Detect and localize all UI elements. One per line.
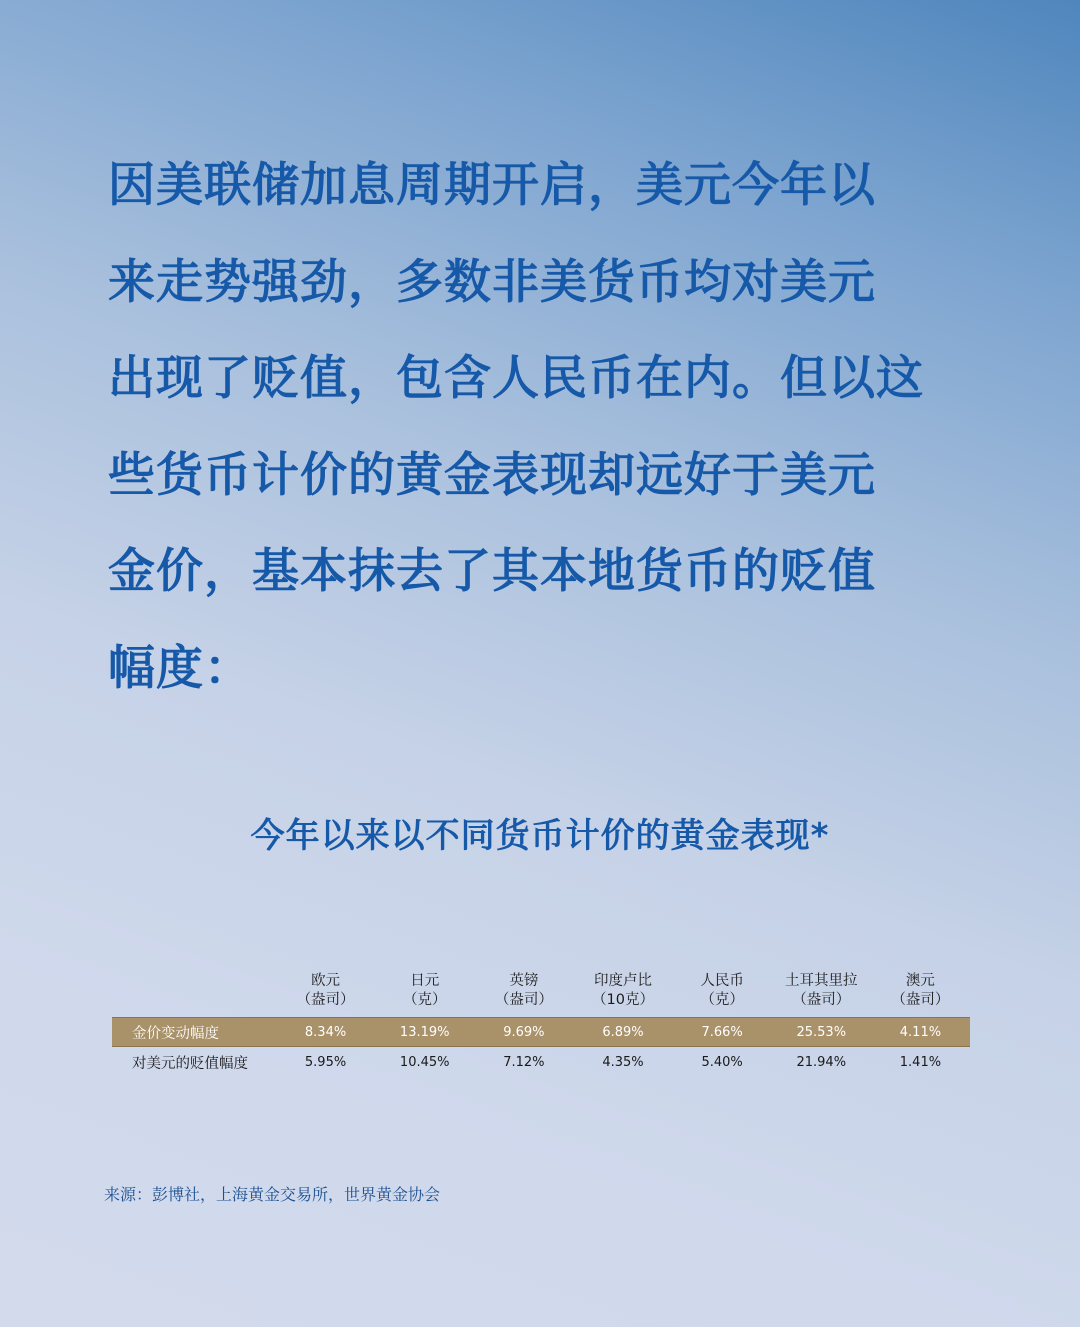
table-row-gold-change <box>112 1018 970 1047</box>
column-unit: （克） <box>700 992 744 1008</box>
column-currency: 印度卢比 <box>593 973 652 989</box>
header-corner <box>112 972 276 1018</box>
source-note: 来源：彭博社，上海黄金交易所，世界黄金协会 <box>104 1185 441 1204</box>
column-currency: 英镑 <box>509 973 539 989</box>
table-cell: 4.35% <box>602 1054 644 1070</box>
table-cell: 25.53% <box>772 1018 871 1047</box>
column-header <box>375 972 474 1018</box>
column-unit: （盎司） <box>792 992 851 1008</box>
table-cell: 5.95% <box>304 1054 347 1070</box>
row-label: 金价变动幅度 <box>112 1018 276 1047</box>
column-currency: 人民币 <box>700 973 744 989</box>
headline-line: 来走势强劲，多数非美货币均对美元 <box>108 254 876 310</box>
table-header-row <box>112 972 970 1018</box>
headline-paragraph <box>108 138 978 717</box>
gold-performance-table <box>112 972 970 1077</box>
table-cell: 7.66% <box>673 1018 772 1047</box>
table-cell: 1.41% <box>899 1054 942 1070</box>
column-currency: 土耳其里拉 <box>785 973 858 989</box>
table-cell: 9.69% <box>474 1018 573 1047</box>
headline-line: 金价，基本抹去了其本地货币的贬值 <box>108 544 876 599</box>
column-unit: （盎司） <box>891 992 950 1008</box>
table-cell: 6.89% <box>573 1018 672 1047</box>
row-label: 对美元的贬值幅度 <box>132 1055 248 1072</box>
headline-line: 出现了贬值，包含人民币在内。但以这 <box>108 351 924 406</box>
table-cell: 21.94% <box>796 1054 847 1070</box>
column-unit: （10克） <box>592 992 654 1008</box>
table-cell: 5.40% <box>701 1054 743 1070</box>
table-row-usd-depreciation <box>112 1047 970 1078</box>
column-header <box>474 972 573 1018</box>
table-cell: 13.19% <box>375 1018 474 1047</box>
column-header <box>871 972 970 1018</box>
column-header <box>673 972 772 1018</box>
column-header <box>573 972 672 1018</box>
column-unit: （盎司） <box>494 992 553 1008</box>
headline-line: 些货币计价的黄金表现却远好于美元 <box>108 447 876 503</box>
table-cell: 7.12% <box>503 1054 545 1070</box>
headline-line: 幅度： <box>108 640 252 696</box>
table-cell: 8.34% <box>276 1018 375 1047</box>
headline-line: 因美联储加息周期开启，美元今年以 <box>108 158 876 213</box>
table-title: 今年以来以不同货币计价的黄金表现* <box>250 816 830 856</box>
column-header <box>772 972 871 1018</box>
column-currency: 澳元 <box>905 973 935 989</box>
table-cell: 4.11% <box>871 1018 970 1047</box>
column-currency: 日元 <box>410 973 440 989</box>
column-unit: （盎司） <box>296 992 355 1008</box>
column-unit: （克） <box>402 992 447 1008</box>
column-currency: 欧元 <box>311 973 341 989</box>
column-header <box>276 972 375 1018</box>
table-cell: 10.45% <box>399 1054 450 1070</box>
